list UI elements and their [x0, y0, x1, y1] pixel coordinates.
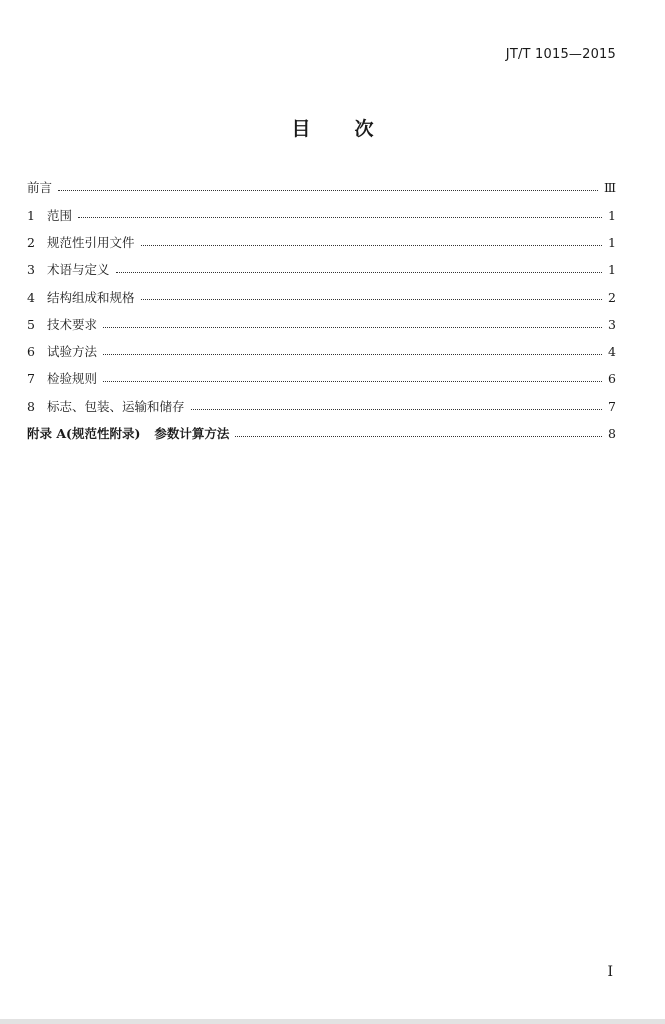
toc-appendix-title: 参数计算方法	[154, 426, 230, 442]
toc-title: 目次	[291, 118, 418, 140]
toc-entry-page: Ⅲ	[603, 180, 616, 196]
toc-entry-8[interactable]	[27, 393, 616, 420]
toc-entry-title: 前言	[27, 180, 53, 196]
dot-leader	[103, 354, 602, 355]
toc-entry-page: 7	[608, 398, 616, 414]
toc-entry-number: 2	[27, 234, 35, 250]
page-bottom-edge	[0, 1019, 665, 1024]
toc-entry-page: 1	[608, 207, 616, 223]
toc-entry-number: 8	[27, 398, 35, 414]
toc-entry-title: 规范性引用文件	[47, 234, 135, 250]
toc-entry-1[interactable]	[27, 202, 616, 229]
toc-entry-number: 7	[27, 371, 35, 387]
page-folio: I	[607, 964, 613, 980]
dot-leader	[141, 299, 602, 300]
toc-entry-4[interactable]	[27, 284, 616, 311]
dot-leader	[103, 381, 602, 382]
toc-entry-title: 试验方法	[47, 344, 98, 360]
toc-entry-page: 4	[608, 344, 616, 360]
toc-entry-title: 技术要求	[47, 316, 98, 332]
dot-leader	[141, 245, 602, 246]
toc-entry-foreword[interactable]	[27, 175, 616, 202]
toc-entry-title: 范围	[47, 207, 73, 223]
toc-entry-title: 标志、包装、运输和储存	[47, 398, 185, 414]
toc-appendix-label: 附录 A(规范性附录)	[27, 426, 141, 442]
toc-entry-3[interactable]	[27, 257, 616, 284]
dot-leader	[116, 272, 602, 273]
toc-entry-page: 8	[608, 426, 616, 442]
toc-entry-title: 结构组成和规格	[47, 289, 135, 305]
toc-entry-appendix-a[interactable]	[27, 421, 616, 448]
toc-entry-7[interactable]	[27, 366, 616, 393]
dot-leader	[191, 409, 602, 410]
toc-entry-2[interactable]	[27, 230, 616, 257]
toc-entry-number: 1	[27, 207, 35, 223]
toc-list	[27, 175, 616, 448]
toc-entry-5[interactable]	[27, 311, 616, 338]
dot-leader	[235, 436, 602, 437]
toc-entry-title: 检验规则	[47, 371, 98, 387]
document-code: JT/T 1015—2015	[505, 47, 616, 62]
toc-entry-number: 5	[27, 316, 35, 332]
toc-entry-page: 6	[608, 371, 616, 387]
toc-entry-number: 3	[27, 262, 35, 278]
toc-entry-number: 6	[27, 344, 35, 360]
toc-entry-page: 2	[608, 289, 616, 305]
toc-entry-page: 3	[608, 316, 616, 332]
toc-entry-title: 术语与定义	[47, 262, 110, 278]
toc-entry-number: 4	[27, 289, 35, 305]
dot-leader	[58, 190, 598, 191]
toc-entry-6[interactable]	[27, 339, 616, 366]
dot-leader	[78, 217, 602, 218]
toc-entry-page: 1	[608, 262, 616, 278]
toc-entry-page: 1	[608, 234, 616, 250]
dot-leader	[103, 327, 602, 328]
